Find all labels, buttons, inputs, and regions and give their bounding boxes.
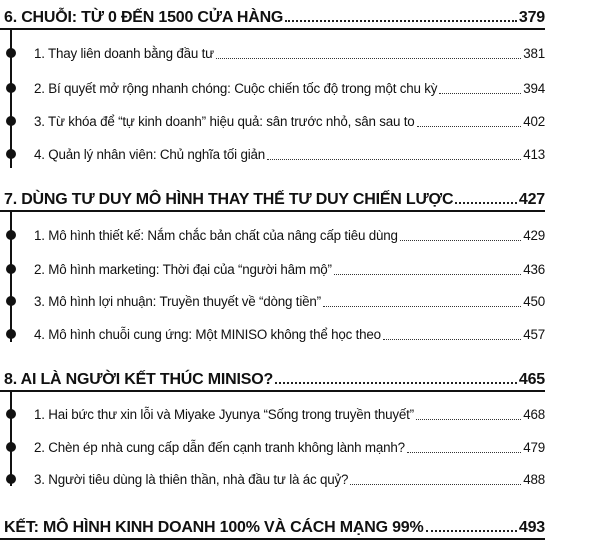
- leader-dots: [323, 296, 521, 307]
- toc-entry[interactable]: [0, 42, 545, 64]
- chapter-6: [0, 0, 545, 162]
- leader-dots: [334, 264, 521, 275]
- toc-entry[interactable]: [0, 323, 545, 345]
- bullet-dot-icon: [6, 442, 16, 452]
- chapter-heading[interactable]: [0, 362, 545, 392]
- chapter-7: [0, 182, 545, 342]
- entry-page-number: 488: [523, 471, 545, 487]
- toc-entry[interactable]: [0, 290, 545, 312]
- entry-page-number: 429: [523, 227, 545, 243]
- bullet-dot-icon: [6, 149, 16, 159]
- entry-page-number: 468: [523, 406, 545, 422]
- entry-page-number: 436: [523, 261, 545, 277]
- bullet-dot-icon: [6, 474, 16, 484]
- toc-entry[interactable]: [0, 110, 545, 132]
- leader-dots: [400, 230, 522, 241]
- chapter-heading[interactable]: [0, 0, 545, 30]
- chapter-title: 6. CHUỖI: TỪ 0 ĐẾN 1500 CỬA HÀNG: [4, 9, 284, 26]
- conclusion-page-number: 493: [518, 519, 545, 536]
- leader-dots: [455, 202, 517, 204]
- leader-dots: [275, 382, 517, 384]
- toc-entry[interactable]: [0, 468, 545, 490]
- leader-dots: [426, 530, 517, 532]
- bullet-dot-icon: [6, 409, 16, 419]
- leader-dots: [216, 48, 521, 59]
- entry-title: 3. Người tiêu dùng là thiên thần, nhà đầu tư là ác quỷ?: [34, 471, 349, 487]
- leader-dots: [383, 329, 521, 340]
- toc-entry[interactable]: [0, 436, 545, 458]
- entry-title: 3. Mô hình lợi nhuận: Truyền thuyết về “dòng tiền”: [34, 293, 321, 309]
- entry-page-number: 413: [523, 146, 545, 162]
- toc-entry[interactable]: [0, 224, 545, 246]
- leader-dots: [267, 149, 521, 160]
- toc-entry[interactable]: [0, 143, 545, 165]
- bullet-dot-icon: [6, 264, 16, 274]
- bullet-dot-icon: [6, 116, 16, 126]
- leader-dots: [416, 409, 521, 420]
- entry-title: 3. Từ khóa để “tự kinh doanh” hiệu quả: sân trước nhỏ, sân sau to: [34, 113, 415, 129]
- entry-page-number: 381: [523, 45, 545, 61]
- toc-entry[interactable]: [0, 258, 545, 280]
- chapter-title: 7. DÙNG TƯ DUY MÔ HÌNH THAY THẾ TƯ DUY CHIẾN LƯỢC: [4, 191, 454, 208]
- entry-page-number: 479: [523, 439, 545, 455]
- chapter-heading[interactable]: [0, 182, 545, 212]
- toc-entry[interactable]: [0, 77, 545, 99]
- leader-dots: [439, 83, 521, 94]
- entry-title: 4. Quản lý nhân viên: Chủ nghĩa tối giản: [34, 146, 265, 162]
- bullet-dot-icon: [6, 230, 16, 240]
- entry-title: 2. Mô hình marketing: Thời đại của “người hâm mộ”: [34, 261, 332, 277]
- bullet-dot-icon: [6, 329, 16, 339]
- entry-title: 2. Bí quyết mở rộng nhanh chóng: Cuộc chiến tốc độ trong một chu kỳ: [34, 80, 438, 96]
- entry-title: 2. Chèn ép nhà cung cấp dẫn đến cạnh tranh không lành mạnh?: [34, 439, 405, 455]
- bullet-dot-icon: [6, 296, 16, 306]
- entry-page-number: 402: [523, 113, 545, 129]
- entry-page-number: 394: [523, 80, 545, 96]
- entry-title: 1. Mô hình thiết kế: Nắm chắc bản chất của nâng cấp tiêu dùng: [34, 227, 398, 243]
- chapter-8: [0, 362, 545, 487]
- toc-entry[interactable]: [0, 403, 545, 425]
- entry-title: 4. Mô hình chuỗi cung ứng: Một MINISO không thể học theo: [34, 326, 381, 342]
- conclusion-heading[interactable]: [0, 512, 545, 540]
- leader-dots: [407, 442, 521, 453]
- leader-dots: [350, 474, 521, 485]
- chapter-page-number: 379: [518, 9, 545, 26]
- chapter-title: 8. AI LÀ NGƯỜI KẾT THÚC MINISO?: [4, 371, 274, 388]
- leader-dots: [285, 20, 517, 22]
- chapter-page-number: 427: [518, 191, 545, 208]
- bullet-dot-icon: [6, 83, 16, 93]
- leader-dots: [417, 116, 522, 127]
- entry-page-number: 450: [523, 293, 545, 309]
- entry-title: 1. Thay liên doanh bằng đầu tư: [34, 45, 214, 61]
- bullet-dot-icon: [6, 48, 16, 58]
- conclusion-title: KẾT: MÔ HÌNH KINH DOANH 100% VÀ CÁCH MẠNG 99%: [4, 519, 424, 536]
- chapter-page-number: 465: [518, 371, 545, 388]
- entry-title: 1. Hai bức thư xin lỗi và Miyake Jyunya “Sống trong truyền thuyết”: [34, 406, 414, 422]
- entry-page-number: 457: [523, 326, 545, 342]
